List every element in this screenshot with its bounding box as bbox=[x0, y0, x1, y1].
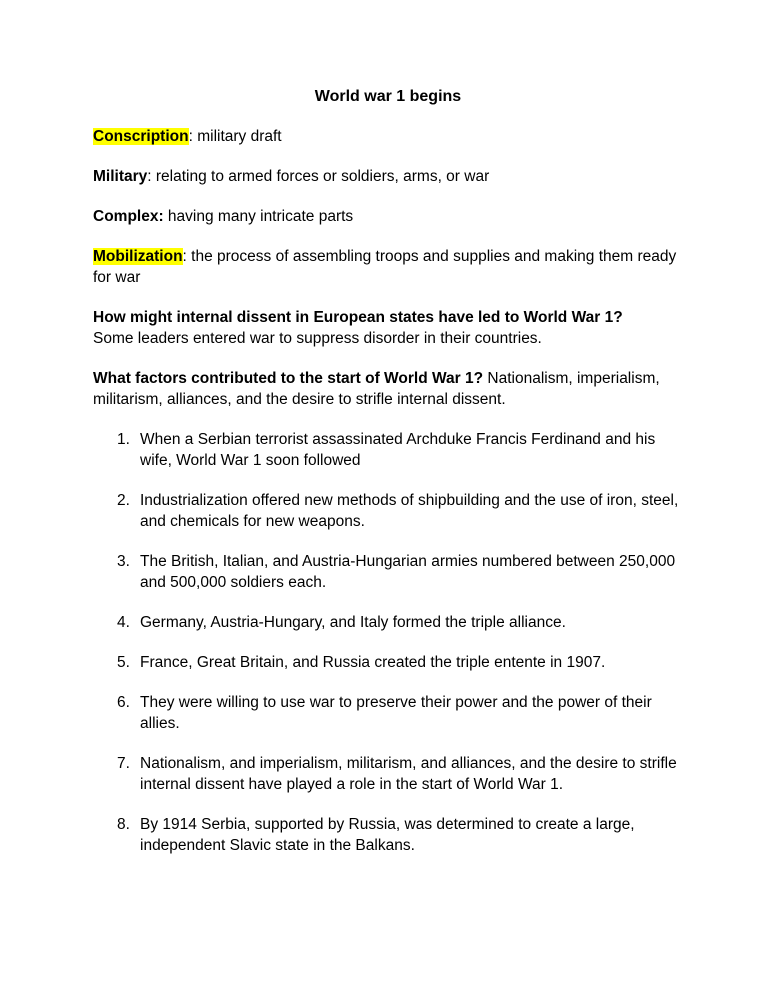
definition-conscription bbox=[93, 126, 683, 147]
list-item-number: 2. bbox=[117, 492, 130, 509]
list-item-number: 4. bbox=[117, 614, 130, 631]
answer-text: Nationalism, imperialism, militarism, alliances, and the desire to strifle internal dissent. bbox=[93, 370, 660, 408]
definition-separator: : bbox=[182, 248, 187, 265]
definition-separator: : bbox=[188, 128, 193, 145]
list-item bbox=[93, 490, 683, 532]
definition-term: Complex: bbox=[93, 208, 164, 225]
list-item-text: They were willing to use war to preserve their power and the power of their allies. bbox=[140, 694, 652, 732]
document-title: World war 1 begins bbox=[314, 88, 462, 105]
definition-term: Military bbox=[93, 168, 148, 185]
definition-text: the process of assembling troops and supplies and making them ready for war bbox=[93, 248, 677, 286]
document-page bbox=[93, 86, 683, 875]
list-item-text: The British, Italian, and Austria-Hungarian armies numbered between 250,000 and 500,000 soldiers each. bbox=[140, 553, 676, 591]
list-item-number: 3. bbox=[117, 553, 130, 570]
list-item bbox=[93, 753, 683, 795]
numbered-list bbox=[93, 429, 683, 856]
question-factors bbox=[93, 368, 683, 410]
definition-mobilization bbox=[93, 246, 683, 288]
list-item-text: Industrialization offered new methods of shipbuilding and the use of iron, steel, and chemicals for new weapons. bbox=[140, 492, 679, 530]
definition-term: Conscription bbox=[93, 128, 189, 145]
definition-text: having many intricate parts bbox=[163, 208, 354, 225]
definition-term: Mobilization bbox=[93, 248, 183, 265]
definition-military bbox=[93, 166, 683, 187]
definition-text: relating to armed forces or soldiers, arms, or war bbox=[151, 168, 490, 185]
list-item-number: 7. bbox=[117, 755, 130, 772]
list-item-number: 6. bbox=[117, 694, 130, 711]
question-text: What factors contributed to the start of World War 1? bbox=[93, 370, 484, 387]
question-text: How might internal dissent in European states have led to World War 1? bbox=[93, 309, 623, 326]
list-item-text: Germany, Austria-Hungary, and Italy formed the triple alliance. bbox=[140, 614, 566, 631]
list-item bbox=[93, 612, 683, 633]
list-item bbox=[93, 429, 683, 471]
list-item-text: Nationalism, and imperialism, militarism, and alliances, and the desire to strifle internal dissent have played a role in the start of World War 1. bbox=[140, 755, 677, 793]
answer-text: Some leaders entered war to suppress disorder in their countries. bbox=[93, 330, 542, 347]
list-item-number: 1. bbox=[117, 431, 130, 448]
definition-separator: : bbox=[147, 168, 152, 185]
list-item bbox=[93, 652, 683, 673]
list-item bbox=[93, 551, 683, 593]
list-item-text: By 1914 Serbia, supported by Russia, was determined to create a large, independent Slavic state in the Balkans. bbox=[140, 816, 635, 854]
list-item-text: When a Serbian terrorist assassinated Archduke Francis Ferdinand and his wife, World War 1 soon followed bbox=[140, 431, 656, 469]
list-item bbox=[93, 814, 683, 856]
definition-complex bbox=[93, 206, 683, 227]
list-item-number: 8. bbox=[117, 816, 130, 833]
definition-text: military draft bbox=[192, 128, 282, 145]
list-item-text: France, Great Britain, and Russia created the triple entente in 1907. bbox=[140, 654, 606, 671]
list-item bbox=[93, 692, 683, 734]
question-internal-dissent bbox=[93, 307, 683, 349]
list-item-number: 5. bbox=[117, 654, 130, 671]
